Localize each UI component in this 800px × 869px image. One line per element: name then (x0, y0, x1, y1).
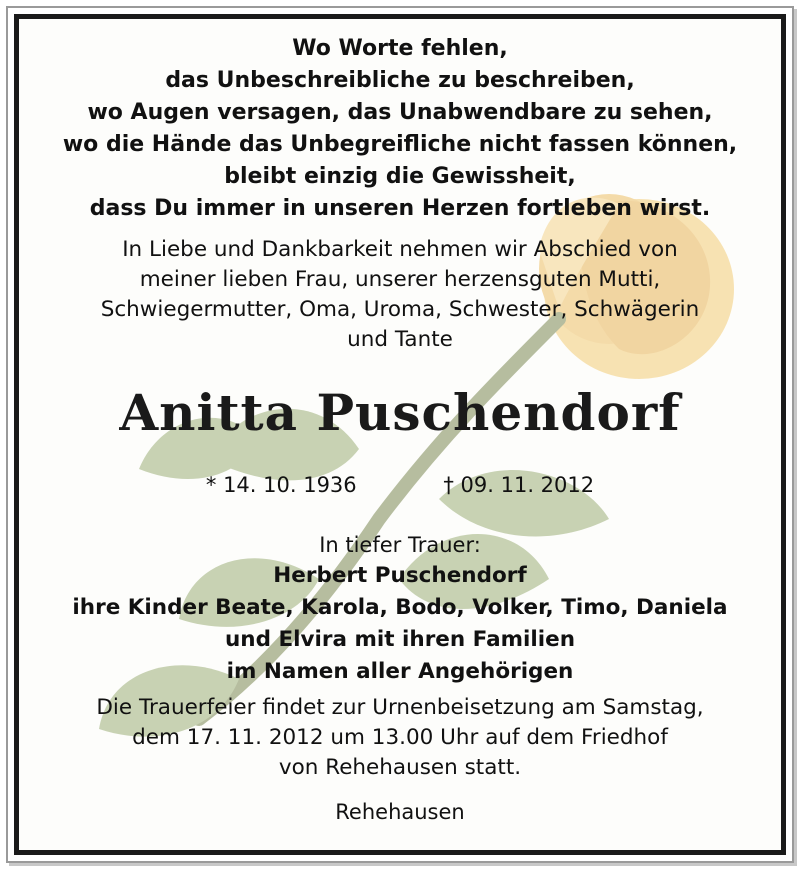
poem-line: wo die Hände das Unbegreifliche nicht fassen können, (62, 132, 738, 157)
place-name: Rehehausen (335, 800, 465, 824)
mourners-list (19, 560, 781, 688)
intro-line: Schwiegermutter, Oma, Uroma, Schwester, Schwägerin (100, 297, 700, 322)
deceased-name: Anitta Puschendorf (119, 383, 681, 442)
funeral-service-notice (19, 693, 781, 783)
service-line: von Rehehausen statt. (278, 755, 522, 780)
life-dates (19, 470, 781, 500)
poem-line: Wo Worte fehlen, (292, 36, 508, 61)
service-line: Die Trauerfeier findet zur Urnenbeisetzung am Samstag, (96, 695, 704, 720)
poem-line: bleibt einzig die Gewissheit, (224, 164, 576, 189)
service-line: dem 17. 11. 2012 um 13.00 Uhr auf dem Friedhof (132, 725, 668, 750)
intro-line: meiner lieben Frau, unserer herzensguten Mutti, (139, 267, 661, 292)
mourner-line: ihre Kinder Beate, Karola, Bodo, Volker, Timo, Daniela (72, 595, 728, 620)
poem-line: das Unbeschreibliche zu beschreiben, (165, 68, 635, 93)
birth-date: * 14. 10. 1936 (205, 473, 357, 497)
intro-line: und Tante (347, 327, 453, 352)
mourner-line: im Namen aller Angehörigen (226, 659, 574, 684)
mourner-line: und Elvira mit ihren Familien (224, 627, 576, 652)
mourning-label: In tiefer Trauer: (319, 533, 481, 557)
poem-line: dass Du immer in unseren Herzen fortleben wirst. (89, 196, 711, 221)
poem-line: wo Augen versagen, das Unabwendbare zu sehen, (87, 100, 713, 125)
intro-line: In Liebe und Dankbarkeit nehmen wir Abschied von (122, 237, 678, 262)
death-date: † 09. 11. 2012 (443, 473, 595, 497)
poem-verse (19, 33, 781, 225)
farewell-intro (19, 235, 781, 355)
obituary-card (14, 14, 786, 855)
mourner-line: Herbert Puschendorf (273, 563, 527, 588)
